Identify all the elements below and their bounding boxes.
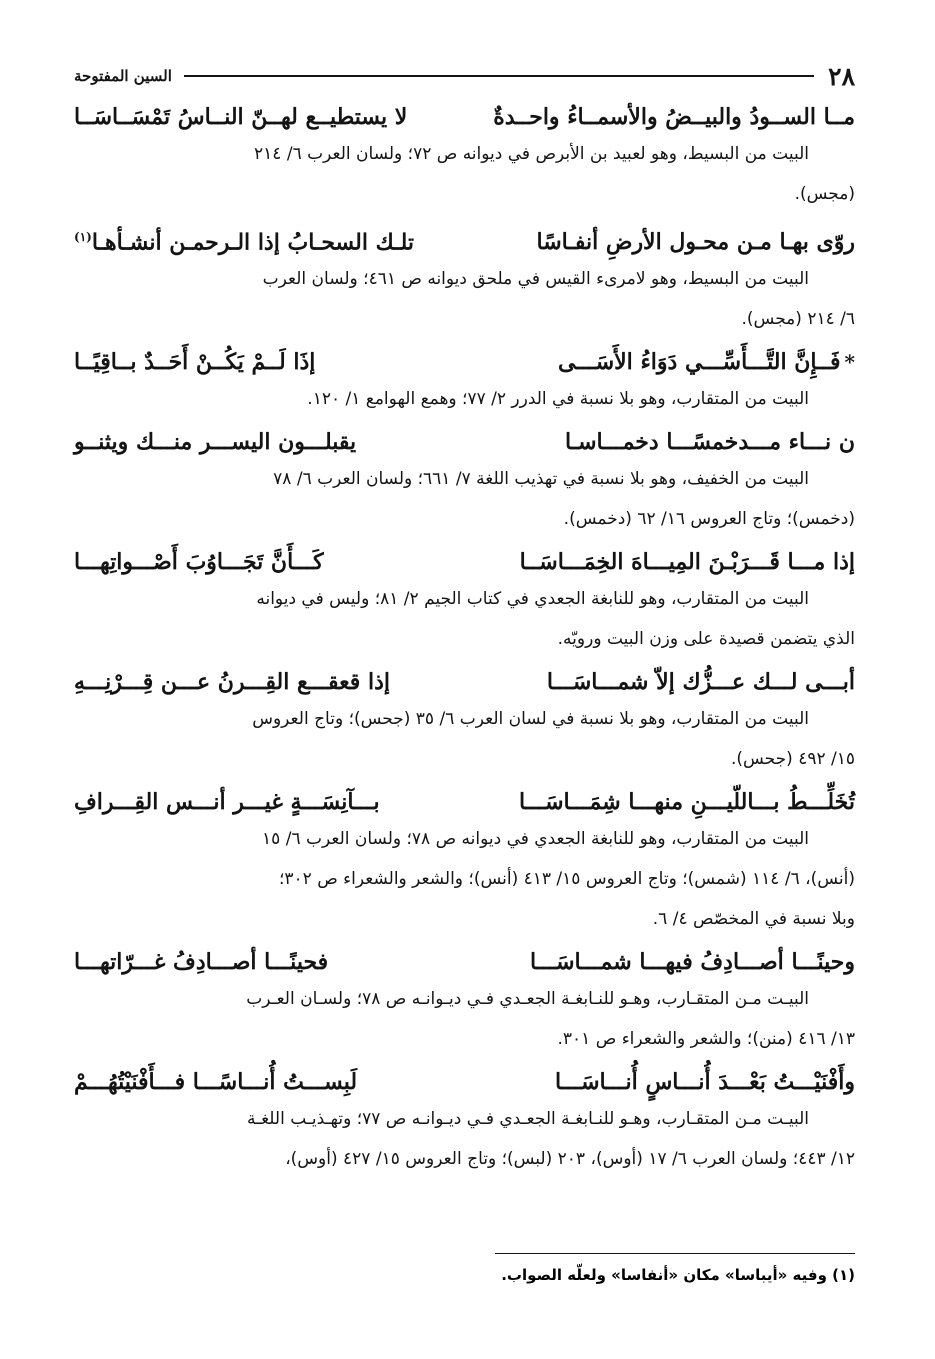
first-hemistich bbox=[74, 100, 407, 134]
verse-commentary bbox=[74, 259, 855, 339]
verse-entry bbox=[74, 345, 855, 419]
first-hemistich-text: إذَا لَــمْ يَكُــنْ أَحَــدٌ بــاقِيًــا bbox=[74, 349, 316, 376]
commentary-line: ١٥/ ٤٩٢ (جحس). bbox=[730, 749, 855, 770]
second-hemistich bbox=[555, 1065, 855, 1099]
commentary-line: الذي يتضمن قصيدة على وزن البيت ورويّه. bbox=[557, 629, 855, 650]
second-hemistich-text: فَــإِنَّ التَّـــأَسِّـــي دَوَاءُ الأَسَـــى bbox=[558, 349, 841, 376]
first-hemistich-text: بـــآنِسَـــةٍ غيـــر أنـــس القِـــرافِ bbox=[74, 789, 380, 816]
first-hemistich-text: يقبلـــون اليســـر منـــك ويثنــو bbox=[74, 429, 357, 456]
verse-entry bbox=[74, 100, 855, 214]
second-hemistich-text: ن نـــاء مـــدخمسًـــا دخمـــاسـا bbox=[564, 429, 855, 456]
verse-line bbox=[74, 100, 855, 134]
verse-commentary bbox=[74, 699, 855, 779]
commentary-line: (أنس)، ٦/ ١١٤ (شمس)؛ وتاج العروس ١٥/ ٤١٣ (أنس)؛ والشعر والشعراء ص ٣٠٢؛ bbox=[279, 869, 855, 890]
verse-entry bbox=[74, 785, 855, 939]
verse-line bbox=[74, 425, 855, 459]
second-hemistich bbox=[537, 225, 855, 259]
first-hemistich bbox=[74, 345, 315, 379]
footnote-marker[interactable]: (١) bbox=[74, 230, 92, 244]
section-title: السين المفتوحة bbox=[74, 67, 172, 85]
first-hemistich bbox=[74, 665, 390, 699]
verse-line bbox=[74, 220, 855, 259]
commentary-line: البيـت مـن المتقـارب، وهـو للنـابغـة الجعـدي فـي ديـوانـه ص ٧٧؛ وتهـذيـب اللغـة bbox=[246, 1109, 809, 1130]
first-hemistich bbox=[74, 1065, 357, 1099]
verse-commentary bbox=[74, 819, 855, 939]
commentary-line: البيت من المتقارب، وهو للنابغة الجعدي في ديوانه ص ٧٨؛ ولسان العرب ٦/ ١٥ bbox=[262, 829, 809, 850]
commentary-line: البيت من الخفيف، وهو بلا نسبة في تهذيب اللغة ٧/ ٦٦١؛ ولسان العرب ٦/ ٧٨ bbox=[273, 469, 809, 490]
second-hemistich-text: إذا مـــا قَـــرَبْـنَ المِيـــاهَ الخِمَـــاسَــا bbox=[519, 549, 855, 576]
second-hemistich bbox=[519, 785, 855, 819]
running-header bbox=[74, 58, 855, 94]
commentary-line: (مجس). bbox=[794, 184, 855, 204]
first-hemistich bbox=[74, 545, 324, 579]
commentary-line: البيـت مـن المتقـارب، وهـو للنـابغـة الجعـدي فـي ديـوانـه ص ٧٨؛ ولسـان العـرب bbox=[246, 989, 809, 1010]
verse-entry bbox=[74, 945, 855, 1059]
page-number: ٢٨ bbox=[828, 61, 855, 91]
star-mark: * bbox=[844, 350, 855, 375]
second-hemistich-text: مــا الســودُ والبيــضُ والأسمــاءُ واحــدةٌ bbox=[493, 104, 855, 130]
verse-commentary bbox=[74, 579, 855, 659]
verse-commentary bbox=[74, 1099, 855, 1179]
footnote: (١) وفيه «أيباسا» مكان «أنفاسا» ولعلّه الصواب. bbox=[501, 1266, 855, 1284]
first-hemistich bbox=[74, 785, 380, 819]
first-hemistich bbox=[74, 220, 414, 259]
first-hemistich bbox=[74, 425, 356, 459]
verse-entry bbox=[74, 545, 855, 659]
verse-entry bbox=[74, 1065, 855, 1179]
second-hemistich-text: وأَفْنَيْـــتُ بَعْـــدَ أُنـــاسٍ أُنـــاسَـــا bbox=[555, 1069, 855, 1096]
second-hemistich-text: روّى بهـا مـن محـول الأرضِ أنفـاسًا bbox=[536, 229, 855, 256]
header-rule bbox=[184, 75, 814, 77]
second-hemistich-text: وحينًـــا أصـــادِفُ فيهـــا شمـــاسَـــا bbox=[530, 949, 855, 976]
commentary-line: البيت من المتقارب، وهو بلا نسبة في لسان العرب ٦/ ٣٥ (جحس)؛ وتاج العروس bbox=[252, 709, 809, 730]
second-hemistich-text: أبـــى لـــك عـــزُّك إلاّ شمـــاسَـــا bbox=[546, 669, 855, 696]
first-hemistich-text: كَـــأَنَّ تَجَـــاوُبَ أَصْـــواتِهـــا bbox=[74, 549, 324, 576]
second-hemistich bbox=[565, 425, 855, 459]
verse-commentary bbox=[74, 134, 855, 214]
entries-list bbox=[74, 100, 855, 1179]
commentary-line: ١٣/ ٤١٦ (منن)؛ والشعر والشعراء ص ٣٠١. bbox=[557, 1029, 855, 1050]
commentary-line: ١٢/ ٤٤٣؛ ولسان العرب ٦/ ١٧ (أوس)، ٢٠٣ (لبس)؛ وتاج العروس ١٥/ ٤٢٧ (أوس)، bbox=[285, 1149, 855, 1170]
commentary-line: (دخمس)؛ وتاج العروس ١٦/ ٦٢ (دخمس). bbox=[563, 509, 855, 530]
first-hemistich-text: لَبِســـتُ أُنـــاسًـــا فـــأَفْنَيْتُهُـــمْ bbox=[74, 1069, 358, 1096]
verse-commentary bbox=[74, 979, 855, 1059]
verse-line bbox=[74, 545, 855, 579]
first-hemistich bbox=[74, 945, 328, 979]
second-hemistich-text: تُخَلِّـــطُ بـــاللّيـــنِ منهـــا شِمَـــاسَـــا bbox=[519, 789, 855, 816]
verse-commentary bbox=[74, 379, 855, 419]
commentary-line: وبلا نسبة في المخصّص ٤/ ٦. bbox=[652, 909, 855, 930]
first-hemistich-text: تلـك السحـابُ إذا الـرحمـن أنشـأهـا bbox=[91, 229, 415, 256]
first-hemistich-text: لا يستطيــع لهــنّ النــاسُ تَمْسَــاسَــا bbox=[74, 104, 408, 130]
second-hemistich bbox=[530, 945, 855, 979]
verse-line bbox=[74, 945, 855, 979]
verse-entry bbox=[74, 665, 855, 779]
verse-commentary bbox=[74, 459, 855, 539]
second-hemistich bbox=[520, 545, 855, 579]
first-hemistich-text: فحينًـــا أصـــادِفُ غـــرّاتهـــا bbox=[74, 949, 329, 976]
commentary-line: ٦/ ٢١٤ (مجس). bbox=[741, 309, 855, 330]
first-hemistich-text: إذا قعقـــع القِـــرنُ عـــن قِـــرْنِـــهِ bbox=[74, 669, 390, 696]
verse-entry bbox=[74, 425, 855, 539]
commentary-line: البيت من المتقارب، وهو للنابغة الجعدي في كتاب الجيم ٢/ ٨١؛ وليس في ديوانه bbox=[256, 589, 809, 610]
verse-line bbox=[74, 665, 855, 699]
commentary-line: البيت من المتقارب، وهو بلا نسبة في الدرر ٢/ ٧٧؛ وهمع الهوامع ١/ ١٢٠. bbox=[307, 389, 809, 410]
second-hemistich bbox=[558, 345, 855, 379]
footnote-rule bbox=[495, 1253, 855, 1254]
verse-line bbox=[74, 1065, 855, 1099]
second-hemistich bbox=[547, 665, 855, 699]
verse-line bbox=[74, 345, 855, 379]
verse-entry bbox=[74, 220, 855, 339]
commentary-line: البيت من البسيط، وهو لامرىء القيس في ملحق ديوانه ص ٤٦١؛ ولسان العرب bbox=[262, 269, 809, 290]
second-hemistich bbox=[493, 100, 855, 134]
verse-line bbox=[74, 785, 855, 819]
commentary-line: البيت من البسيط، وهو لعبيد بن الأبرص في ديوانه ص ٧٢؛ ولسان العرب ٦/ ٢١٤ bbox=[254, 144, 809, 164]
